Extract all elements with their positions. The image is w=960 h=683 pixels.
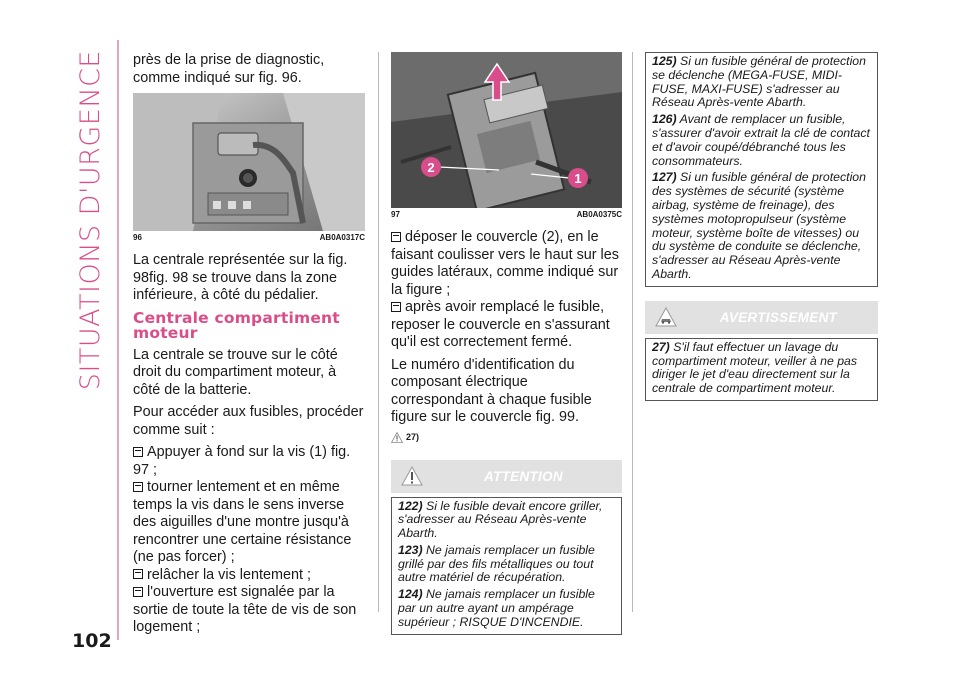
figure-97-image <box>391 52 622 208</box>
avertissement-title: AVERTISSEMENT <box>719 309 838 325</box>
figure-96-number: 96 <box>133 233 142 242</box>
figure-97 <box>391 52 622 208</box>
figure-96-code: AB0A0317C <box>319 233 365 242</box>
column-3 <box>645 52 878 401</box>
attention-box <box>391 460 622 635</box>
attention-header <box>391 460 622 493</box>
figure-97-code: AB0A0375C <box>576 210 622 219</box>
bullet-item: déposer le couvercle (2), en le faisant coulisser vers le haut sur les guides latéraux, comme indiqué sur la figure ; <box>391 229 619 298</box>
warning-reference-number: 27) <box>406 432 420 442</box>
paragraph-procedure: Pour accéder aux fusibles, procéder comme suit : <box>133 404 364 438</box>
paragraph-identification: Le numéro d'identification du composant électrique correspondant à chaque fusible figure sur le couvercle fig. 99. <box>391 356 592 425</box>
bullet-item: relâcher la vis lentement ; <box>133 567 365 585</box>
attention-item: 126) Avant de remplacer un fusible, s'assurer d'avoir extrait la clé de contact et d'avoir coupé/débranché tous les consommateurs. <box>652 112 870 168</box>
checkbox-bullet-icon <box>391 302 401 312</box>
figure-97-label-2: 2 <box>427 160 435 175</box>
bullet-item: l'ouverture est signalée par la sortie de toute la tête de vis de son logement ; <box>133 584 357 635</box>
attention-item: 123) Ne jamais remplacer un fusible grillé par des fils métalliques ou tout autre matériel de récupération. <box>398 542 595 585</box>
bullet-item: après avoir remplacé le fusible, reposer le couvercle en s'assurant qu'il est correctement fermé. <box>391 299 610 350</box>
intro-paragraph: près de la prise de diagnostic, comme indiqué sur fig. 96. <box>133 52 325 86</box>
figure-97-label-1: 1 <box>574 171 582 186</box>
attention-content <box>391 497 622 635</box>
attention-item: 127) Si un fusible général de protection des systèmes de sécurité (système airbag, système de freinage), des systèmes motopropulseur (système moteur, système boîte de vitesses) ou du système de conduite se déclenche, s'adresser au Réseau Après-vente Abarth. <box>652 170 866 281</box>
side-divider <box>117 40 119 640</box>
avertissement-item: 27) S'il faut effectuer un lavage du compartiment moteur, veiller à ne pas diriger le jet d'eau directement sur la centrale de compartiment moteur. <box>652 339 858 396</box>
checkbox-bullet-icon <box>133 447 143 457</box>
bullet-item: tourner lentement et en même temps la vis dans le sens inverse des aiguilles d'une montre jusqu'à rencontrer une certaine résistance (ne pas forcer) ; <box>133 479 352 565</box>
attention-item: 124) Ne jamais remplacer un fusible par un autre ayant un ampérage supérieur ; RISQUE D'INCENDIE. <box>398 587 595 629</box>
avertissement-header <box>645 301 878 334</box>
checkbox-bullet-icon <box>133 569 143 579</box>
column-divider-1 <box>378 52 379 612</box>
figure-96-image <box>133 93 365 231</box>
avertissement-content <box>645 338 878 401</box>
attention-title: ATTENTION <box>484 468 563 484</box>
figure-97-caption <box>391 210 622 219</box>
warning-triangle-icon <box>391 432 403 443</box>
page-number: 102 <box>72 630 112 652</box>
warning-triangle-icon <box>401 466 423 486</box>
paragraph-location: La centrale se trouve sur le côté droit du compartiment moteur, à côté de la batterie. <box>133 346 338 398</box>
location-paragraph: La centrale représentée sur la fig. 98fig. 98 se trouve dans la zone inférieure, à côté du pédalier. <box>133 252 348 303</box>
figure-96 <box>133 93 365 231</box>
attention-item: 122) Si le fusible devait encore griller, s'adresser au Réseau Après-vente Abarth. <box>398 498 603 541</box>
checkbox-bullet-icon <box>391 232 401 242</box>
bullet-item: Appuyer à fond sur la vis (1) fig. 97 ; <box>133 444 351 478</box>
figure-97-number: 97 <box>391 210 400 219</box>
warning-reference <box>391 432 622 443</box>
figure-96-caption <box>133 233 365 242</box>
attention-item: 125) Si un fusible général de protection se déclenche (MEGA-FUSE, MIDI-FUSE, MAXI-FUSE) s'adresser au Réseau Après-vente Abarth. <box>652 54 866 110</box>
column-divider-2 <box>632 52 633 612</box>
section-heading: Centrale compartiment moteur <box>133 308 340 342</box>
column-1 <box>133 52 365 637</box>
avertissement-box <box>645 301 878 401</box>
side-title-text: SITUATIONS D'URGENCE <box>74 50 106 391</box>
attention-continued-content <box>645 52 878 287</box>
section-side-title <box>70 50 110 391</box>
checkbox-bullet-icon <box>133 482 143 492</box>
checkbox-bullet-icon <box>133 587 143 597</box>
car-info-icon <box>655 307 677 327</box>
column-2 <box>391 52 622 635</box>
